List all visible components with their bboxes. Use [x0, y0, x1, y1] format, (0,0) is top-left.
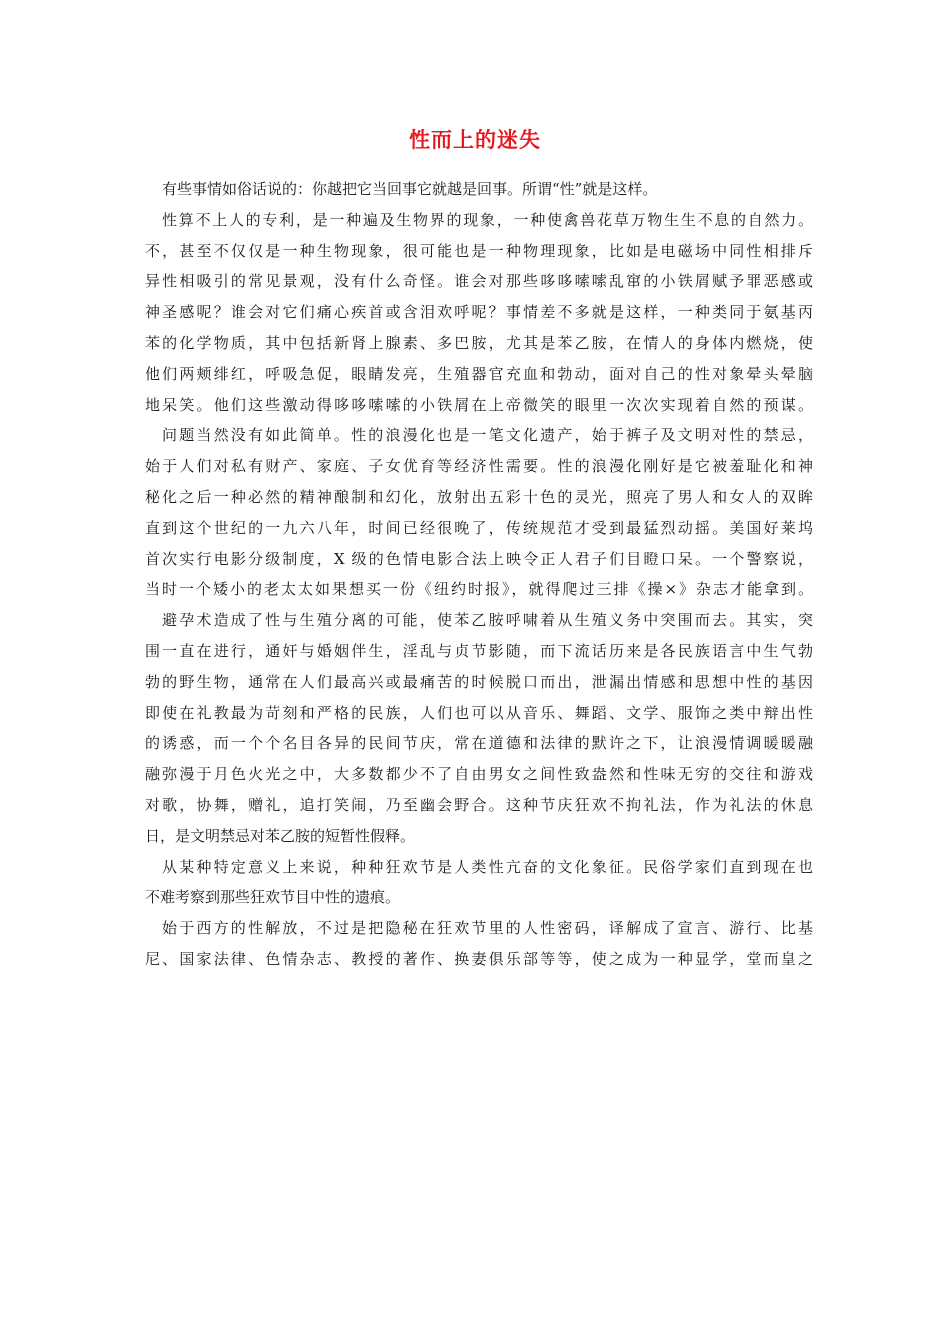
paragraph-line: 围一直在进行，通奸与婚姻伴生，淫乱与贞节影随，而下流话历来是各民族语言中生气勃 — [145, 641, 813, 660]
paragraph-line: 的诱惑，而一个个名目各异的民间节庆，常在道德和法律的默许之下，让浪漫情调暖暖融 — [145, 734, 813, 753]
paragraph-line: 首次实行电影分级制度，X 级的色情电影合法上映令正人君子们目瞪口呆。一个警察说， — [145, 549, 813, 568]
paragraph-line: 当时一个矮小的老太太如果想买一份《纽约时报》，就得爬过三排《操×》杂志才能拿到。 — [145, 580, 813, 599]
paragraph-line: 避孕术造成了性与生殖分离的可能，使苯乙胺呼啸着从生殖义务中突围而去。其实，突 — [162, 611, 813, 630]
paragraph-line: 直到这个世纪的一九六八年，时间已经很晚了，传统规范才受到最猛烈动摇。美国好莱坞 — [145, 518, 813, 537]
paragraph-line: 日，是文明禁忌对苯乙胺的短暂性假释。 — [145, 826, 416, 845]
document-body — [145, 174, 813, 975]
paragraph — [145, 174, 813, 205]
document-title: 性而上的迷失 — [409, 127, 541, 152]
paragraph-line: 勃的野生物，通常在人们最高兴或最痛苦的时候脱口而出，泄漏出情感和思想中性的基因 — [145, 672, 813, 691]
paragraph-line: 异性相吸引的常见景观，没有什么奇怪。谁会对那些哆哆嗦嗦乱窜的小铁屑赋予罪恶感或 — [145, 272, 813, 291]
paragraph-line: 问题当然没有如此简单。性的浪漫化也是一笔文化遗产，始于裤子及文明对性的禁忌， — [162, 426, 813, 445]
paragraph-line: 地呆笑。他们这些激动得哆哆嗦嗦的小铁屑在上帝微笑的眼里一次次实现着自然的预谋。 — [145, 395, 813, 414]
paragraph-line: 不难考察到那些狂欢节目中性的遗痕。 — [145, 888, 401, 907]
paragraph-line: 尼、国家法律、色情杂志、教授的著作、换妻俱乐部等等，使之成为一种显学，堂而皇之 — [145, 949, 813, 968]
paragraph-line: 不，甚至不仅仅是一种生物现象，很可能也是一种物理现象，比如是电磁场中同性相排斥 — [145, 241, 813, 260]
paragraph — [145, 420, 813, 605]
paragraph-line: 即使在礼教最为苛刻和严格的民族，人们也可以从音乐、舞蹈、文学、服饰之类中辩出性 — [145, 703, 813, 722]
paragraph-line: 从某种特定意义上来说，种种狂欢节是人类性亢奋的文化象征。民俗学家们直到现在也 — [162, 857, 813, 876]
paragraph-line: 有些事情如俗话说的：你越把它当回事它就越是回事。所谓“性”就是这样。 — [162, 180, 658, 198]
paragraph-line: 秘化之后一种必然的精神酿制和幻化，放射出五彩十色的灵光，照亮了男人和女人的双眸 — [145, 487, 813, 506]
paragraph — [145, 913, 813, 975]
paragraph-line: 苯的化学物质，其中包括新肾上腺素、多巴胺，尤其是苯乙胺，在情人的身体内燃烧，使 — [145, 333, 813, 352]
paragraph — [145, 852, 813, 914]
paragraph-line: 性算不上人的专利，是一种遍及生物界的现象，一种使禽兽花草万物生生不息的自然力。 — [162, 210, 813, 229]
paragraph-line: 始于西方的性解放，不过是把隐秘在狂欢节里的人性密码，译解成了宣言、游行、比基 — [162, 919, 813, 938]
paragraph-line: 融弥漫于月色火光之中，大多数都少不了自由男女之间性致盎然和性味无穷的交往和游戏 — [145, 765, 813, 784]
paragraph-line: 神圣感呢？谁会对它们痛心疾首或含泪欢呼呢？事情差不多就是这样，一种类同于氨基丙 — [145, 303, 813, 322]
paragraph-line: 对歌，协舞，赠礼，追打笑闹，乃至幽会野合。这种节庆狂欢不拘礼法，作为礼法的休息 — [145, 795, 813, 814]
paragraph-line: 他们两颊绯红，呼吸急促，眼睛发亮，生殖器官充血和勃动，面对自己的性对象晕头晕脑 — [145, 364, 813, 383]
paragraph-line: 始于人们对私有财产、家庭、子女优育等经济性需要。性的浪漫化刚好是它被羞耻化和神 — [145, 457, 813, 476]
paragraph — [145, 205, 813, 421]
paragraph — [145, 605, 813, 851]
